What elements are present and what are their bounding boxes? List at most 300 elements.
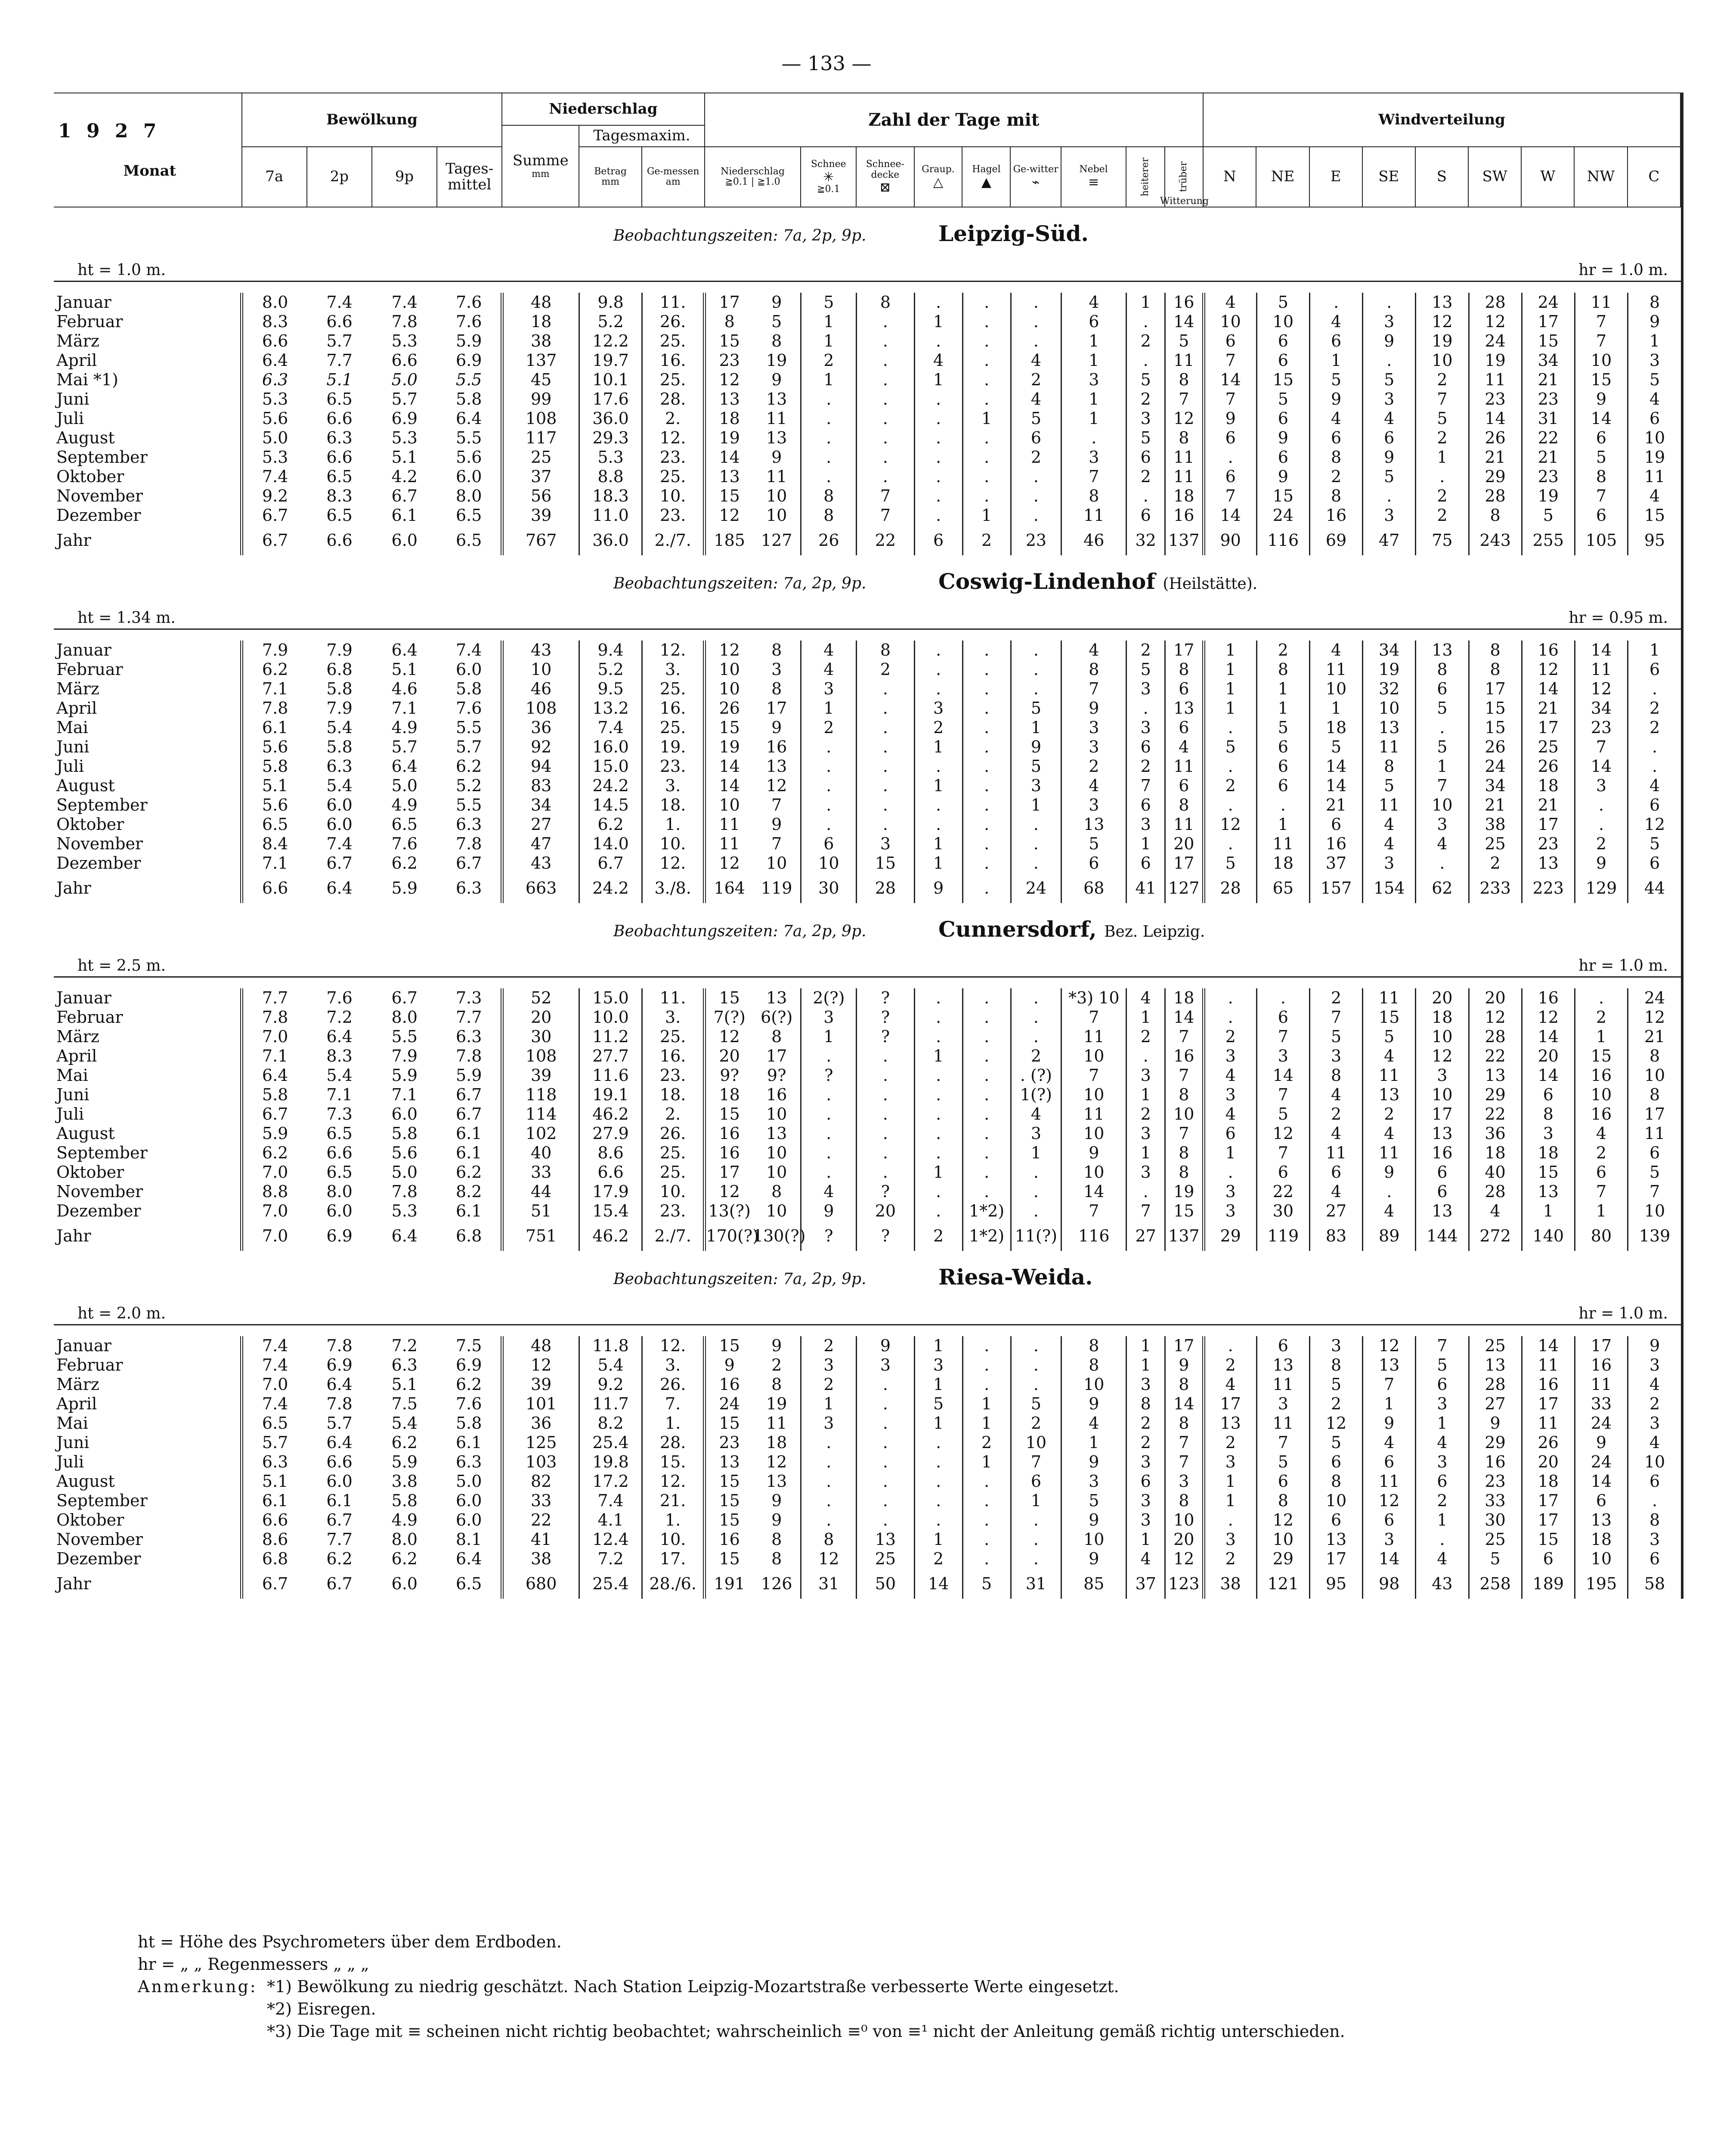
table-cell: 34	[1363, 641, 1416, 660]
table-cell: 5	[914, 1394, 962, 1414]
table-cell: 62	[1416, 873, 1469, 903]
table-cell: 10.	[642, 1182, 705, 1201]
table-cell: 16	[1522, 1375, 1575, 1394]
table-cell: 5.9	[391, 1066, 418, 1085]
table-cell: 1	[1126, 1008, 1165, 1027]
col-wind-ne: NE	[1256, 147, 1309, 207]
table-cell: 13	[1469, 1066, 1522, 1085]
table-cell: .	[857, 409, 914, 428]
month-label: Oktober	[56, 1510, 124, 1529]
table-cell: .	[1204, 1336, 1256, 1356]
table-cell: 25.	[642, 467, 705, 486]
table-cell: .	[1363, 1182, 1416, 1201]
table-cell: 2	[1126, 390, 1165, 409]
table-cell: 11	[1363, 1066, 1416, 1085]
table-cell: 33	[1575, 1394, 1628, 1414]
table-cell: 46.2	[579, 1105, 642, 1124]
table-cell: 25.	[642, 1163, 705, 1182]
table-cell: 15	[705, 718, 753, 737]
nebel-label: Nebel	[1079, 164, 1108, 175]
table-cell: 7.6	[455, 699, 482, 718]
table-cell: 38	[502, 1549, 579, 1569]
table-cell: 5.5	[455, 718, 482, 737]
table-cell: 8	[1628, 1085, 1681, 1105]
table-cell: 4	[1011, 390, 1061, 409]
table-cell: 4	[1628, 1375, 1681, 1394]
table-cell: 5.4	[326, 1066, 353, 1085]
table-cell: 127	[1165, 873, 1204, 903]
table-cell: 6.9	[326, 1226, 353, 1245]
table-cell: .	[1011, 1510, 1061, 1530]
table-cell: 46	[502, 679, 579, 699]
table-cell: 3	[1061, 448, 1126, 467]
table-cell: 1	[1575, 1027, 1628, 1046]
table-cell: .	[1575, 795, 1628, 815]
table-cell: 6.3	[391, 1356, 418, 1374]
table-cell: 2	[1204, 776, 1256, 795]
table-cell: .	[962, 390, 1011, 409]
table-cell: 92	[502, 737, 579, 757]
table-cell: 8	[1469, 641, 1522, 660]
table-cell: .	[962, 1182, 1011, 1201]
table-cell: .	[1363, 486, 1416, 506]
table-cell: 14	[1469, 409, 1522, 428]
station-subtitle: Bez. Leipzig.	[1104, 923, 1205, 941]
table-cell: 44	[1628, 873, 1681, 903]
table-cell: 14	[1309, 757, 1362, 776]
table-cell: 11(?)	[1011, 1221, 1061, 1251]
table-cell: 6.6	[326, 1143, 353, 1162]
table-cell: .	[962, 699, 1011, 718]
table-cell: 15.	[642, 1452, 705, 1472]
month-row	[54, 1046, 1681, 1066]
table-cell: 7.6	[391, 834, 418, 853]
table-cell: 2	[1628, 718, 1681, 737]
table-cell: 11	[766, 467, 787, 486]
table-cell: 16	[705, 1124, 753, 1143]
table-cell: .	[1363, 293, 1416, 312]
table-cell: 11	[1363, 988, 1416, 1008]
table-cell: 8	[705, 312, 753, 331]
table-cell: .	[1011, 331, 1061, 351]
table-cell: 6.1	[455, 1201, 482, 1220]
table-cell: 3	[1126, 679, 1165, 699]
table-cell: 6.3	[455, 815, 482, 834]
table-cell: 17.2	[579, 1472, 642, 1491]
beobachtungszeiten: Beobachtungszeiten: 7a, 2p, 9p.	[613, 575, 866, 592]
table-cell: .	[857, 1472, 914, 1491]
table-cell: 3	[914, 699, 962, 718]
table-cell: 36.0	[579, 409, 642, 428]
station-data-table	[54, 293, 1681, 555]
table-cell: 7.2	[579, 1549, 642, 1569]
table-cell: 1	[914, 370, 962, 390]
table-cell: 8	[1309, 486, 1362, 506]
table-cell: .	[857, 448, 914, 467]
table-cell: 23	[1469, 390, 1522, 409]
table-cell: 28	[1469, 1027, 1522, 1046]
table-cell: 12	[1165, 1549, 1204, 1569]
table-cell: 105	[1575, 525, 1628, 555]
table-cell: .	[962, 776, 1011, 795]
zahl-der-tage-header: Zahl der Tage mit	[705, 93, 1204, 147]
table-cell: 6	[1204, 467, 1256, 486]
table-cell: 27	[1469, 1394, 1522, 1414]
table-cell: 9	[771, 1336, 782, 1355]
table-cell: 7	[1363, 1375, 1416, 1394]
table-cell: 18	[1522, 1143, 1575, 1163]
table-cell: 7	[1165, 1433, 1204, 1452]
table-cell: 4	[1061, 776, 1126, 795]
table-cell: 34	[1469, 776, 1522, 795]
table-cell: .	[1416, 1530, 1469, 1549]
table-cell: 11	[1165, 467, 1204, 486]
table-cell: 2	[801, 1336, 857, 1356]
table-cell: 7.1	[326, 1085, 353, 1104]
table-cell: .	[1011, 1375, 1061, 1394]
month-label: Februar	[56, 1008, 123, 1027]
table-cell: 4	[1363, 409, 1416, 428]
station-title	[938, 569, 1257, 594]
table-cell: 3	[1126, 1066, 1165, 1085]
table-cell: 13	[1522, 854, 1575, 873]
table-cell: 11	[1256, 1414, 1309, 1433]
table-cell: 6.1	[455, 1124, 482, 1143]
table-cell: 11	[705, 815, 753, 834]
table-cell: 6.2	[579, 815, 642, 834]
table-cell: 5	[1469, 1549, 1522, 1569]
table-cell: 6.4	[455, 1549, 482, 1568]
table-cell: 46	[1061, 525, 1126, 555]
table-cell: 16	[1165, 506, 1204, 525]
table-cell: 108	[502, 409, 579, 428]
col-schneedecke	[856, 147, 914, 207]
table-cell: 10	[1363, 699, 1416, 718]
table-cell: 2	[1204, 1433, 1256, 1452]
table-cell: 7	[1204, 486, 1256, 506]
table-cell: 6.4	[326, 1433, 353, 1452]
table-cell: .	[1628, 679, 1681, 699]
month-label: April	[56, 1046, 97, 1065]
table-cell: .	[857, 370, 914, 390]
table-cell: 21	[1469, 795, 1522, 815]
table-cell: .	[962, 1008, 1011, 1027]
table-cell: 8.3	[326, 486, 353, 505]
table-cell: 17	[705, 1163, 753, 1182]
table-cell: 23	[1011, 525, 1061, 555]
table-cell: 7.4	[455, 641, 482, 659]
table-cell: 6	[1575, 428, 1628, 448]
table-cell: 7.8	[326, 1336, 353, 1355]
table-cell: 5	[1256, 1105, 1309, 1124]
table-cell: 9	[771, 1510, 782, 1529]
table-cell: 8	[771, 641, 782, 659]
table-cell: .	[1011, 506, 1061, 525]
table-cell: 6.6	[579, 1163, 642, 1182]
table-cell: 9	[1204, 409, 1256, 428]
table-cell: 7	[1165, 1452, 1204, 1472]
table-cell: 8	[771, 1549, 782, 1568]
table-cell: 82	[502, 1472, 579, 1491]
table-cell: 12	[705, 370, 753, 390]
table-cell: 6.4	[242, 1066, 307, 1085]
month-row	[54, 1510, 1681, 1530]
table-cell: .	[914, 409, 962, 428]
table-cell: 17	[1165, 641, 1204, 660]
table-cell: 7	[1575, 737, 1628, 757]
table-cell: 5	[1416, 1356, 1469, 1375]
month-row	[54, 1433, 1681, 1452]
table-cell: .	[857, 1066, 914, 1085]
table-cell: .	[857, 1105, 914, 1124]
table-cell: 5.8	[242, 1085, 307, 1105]
table-cell: 6	[1204, 331, 1256, 351]
table-cell: 3	[1204, 1046, 1256, 1066]
station-name: Cunnersdorf,	[938, 916, 1097, 942]
table-cell: 17	[1522, 1394, 1575, 1414]
table-cell: 1	[1011, 795, 1061, 815]
table-cell: 16	[705, 1375, 753, 1394]
table-cell: 28	[1469, 1182, 1522, 1201]
table-cell: .	[914, 1066, 962, 1085]
table-cell: 7	[1204, 351, 1256, 370]
table-cell: 23	[705, 1433, 753, 1452]
station-section	[54, 207, 1681, 555]
table-cell: 13	[705, 390, 753, 409]
table-cell: .	[962, 757, 1011, 776]
month-row	[54, 1452, 1681, 1472]
month-label: Mai	[56, 1414, 88, 1433]
footnote-ht: ht = Höhe des Psychrometers über dem Erdboden.	[138, 1932, 562, 1951]
table-cell: 24	[705, 1394, 753, 1414]
table-cell: 6	[1309, 1452, 1362, 1472]
table-cell: 94	[502, 757, 579, 776]
table-cell: 18	[1522, 1472, 1575, 1491]
table-cell: 1	[962, 1414, 1011, 1433]
table-cell: .	[1416, 718, 1469, 737]
table-cell: 2	[1126, 467, 1165, 486]
table-cell: 6	[1575, 1491, 1628, 1510]
table-cell: 12	[1309, 1414, 1362, 1433]
table-cell: 18	[1309, 718, 1362, 737]
table-cell: 3	[1363, 1530, 1416, 1549]
table-cell: 258	[1469, 1569, 1522, 1599]
table-cell: 11.2	[579, 1027, 642, 1046]
table-cell: 21	[1522, 448, 1575, 467]
table-cell: 7.1	[391, 1085, 418, 1104]
table-cell: 5	[1256, 390, 1309, 409]
table-cell: 21	[1628, 1027, 1681, 1046]
table-cell: 2	[1061, 757, 1126, 776]
table-cell: 3.	[642, 660, 705, 679]
table-cell: .	[801, 448, 857, 467]
schneedecke-label: Schnee-decke	[866, 159, 904, 180]
table-cell: 9	[1575, 854, 1628, 873]
table-cell: 7.9	[391, 1046, 418, 1065]
table-cell: 10	[1061, 1163, 1126, 1182]
table-cell: 767	[502, 525, 579, 555]
table-cell: .	[857, 428, 914, 448]
table-cell: 5.5	[455, 795, 482, 814]
month-label: März	[56, 331, 99, 350]
table-cell: 8.0	[326, 1182, 353, 1201]
month-row	[54, 854, 1681, 873]
table-cell: 8	[1469, 506, 1522, 525]
table-cell: 20	[1416, 988, 1469, 1008]
table-cell: 15	[705, 1105, 753, 1124]
table-cell: 5.1	[391, 448, 418, 467]
table-cell: 22	[1469, 1105, 1522, 1124]
table-cell: 8	[1309, 448, 1362, 467]
table-cell: 7	[1256, 1433, 1309, 1452]
nd2: ≧1.0	[757, 176, 780, 187]
table-cell: 3	[1363, 506, 1416, 525]
table-cell: .	[1011, 1201, 1061, 1221]
table-cell: 12.	[642, 854, 705, 873]
table-cell: 12	[1165, 409, 1204, 428]
table-cell: 23.	[642, 506, 705, 525]
footnotes	[138, 1931, 1345, 2043]
table-cell: 101	[502, 1394, 579, 1414]
table-cell: 1	[1204, 1143, 1256, 1163]
table-cell: 21	[1522, 795, 1575, 815]
table-cell: 6	[1628, 854, 1681, 873]
table-cell: 10	[1575, 351, 1628, 370]
table-cell: 8	[1309, 1472, 1362, 1491]
table-cell: 13	[766, 390, 787, 409]
table-cell: 7.1	[391, 699, 418, 718]
month-row	[54, 1530, 1681, 1549]
table-cell: 6	[1126, 1472, 1165, 1491]
table-cell: 4	[1416, 1549, 1469, 1569]
table-cell: .	[1126, 1046, 1165, 1066]
table-cell: 11.7	[579, 1394, 642, 1414]
table-cell: 8	[801, 486, 857, 506]
table-cell: .	[914, 988, 962, 1008]
table-cell: 9	[771, 718, 782, 737]
table-cell: 3	[1061, 795, 1126, 815]
table-cell: .	[962, 1085, 1011, 1105]
table-cell: 9	[771, 293, 782, 312]
table-cell: 14	[1575, 409, 1628, 428]
table-cell: 8.1	[455, 1530, 482, 1549]
table-cell: 6	[1256, 331, 1309, 351]
table-cell: 5	[1363, 370, 1416, 390]
table-cell: .	[914, 428, 962, 448]
rain-gauge-height: hr = 1.0 m.	[1578, 957, 1668, 975]
table-cell: 5.7	[391, 737, 418, 756]
table-cell: 1	[801, 331, 857, 351]
table-cell: 2.	[642, 1105, 705, 1124]
table-cell: 1	[1204, 1472, 1256, 1491]
table-cell: . (?)	[1011, 1066, 1061, 1085]
table-cell: 8	[857, 641, 914, 660]
table-cell: .	[962, 1124, 1011, 1143]
table-cell: .	[1011, 1530, 1061, 1549]
table-cell: 9	[705, 1356, 753, 1375]
table-cell: 17	[766, 1046, 787, 1065]
table-cell: 10	[766, 1105, 787, 1124]
table-cell: 8	[1165, 1375, 1204, 1394]
month-row	[54, 1394, 1681, 1414]
table-cell: 8	[857, 293, 914, 312]
table-cell: 1	[1256, 815, 1309, 834]
table-cell: 7.7	[242, 988, 307, 1008]
climate-table-sheet	[54, 93, 1683, 1599]
table-cell: 5	[1061, 834, 1126, 854]
table-cell: 12	[705, 506, 753, 525]
table-cell: 9	[1165, 1356, 1204, 1375]
table-cell: 25	[1469, 834, 1522, 854]
table-cell: 16	[1416, 1143, 1469, 1163]
year-total-row	[54, 1569, 1681, 1599]
table-cell: 39	[502, 506, 579, 525]
table-cell: 3	[1363, 854, 1416, 873]
table-cell: 1	[1416, 757, 1469, 776]
table-cell: 6.0	[391, 530, 418, 550]
table-cell: .	[962, 1530, 1011, 1549]
table-cell: 40	[502, 1143, 579, 1163]
table-cell: 16	[705, 1143, 753, 1163]
table-cell: .	[1126, 1182, 1165, 1201]
table-cell: 2	[1011, 1414, 1061, 1433]
table-cell: 5	[1126, 660, 1165, 679]
table-cell: 7	[1165, 390, 1204, 409]
table-cell: 10	[1575, 1085, 1628, 1105]
table-cell: 2	[801, 351, 857, 370]
table-cell: .	[1628, 757, 1681, 776]
table-cell: 3	[1628, 1414, 1681, 1433]
table-cell: .	[1204, 988, 1256, 1008]
table-cell: 27.7	[579, 1046, 642, 1066]
table-cell: 7	[1061, 679, 1126, 699]
table-cell: .	[801, 1433, 857, 1452]
table-cell: 2	[1126, 757, 1165, 776]
table-cell: 6	[1256, 1336, 1309, 1356]
table-cell: 2	[1416, 370, 1469, 390]
table-cell: 8	[1165, 1414, 1204, 1433]
table-cell: 12	[705, 1027, 753, 1046]
table-cell: 23.	[642, 1066, 705, 1085]
table-cell: 3	[1126, 1491, 1165, 1510]
table-cell: 4	[1416, 1433, 1469, 1452]
table-cell: 9	[1061, 1394, 1126, 1414]
table-cell: 17.9	[579, 1182, 642, 1201]
table-cell: 7.9	[326, 641, 353, 659]
month-label: August	[56, 1124, 115, 1143]
table-cell: 25.	[642, 679, 705, 699]
month-label: Juni	[56, 1433, 90, 1452]
table-cell: .	[1204, 718, 1256, 737]
table-cell: 8.6	[579, 1143, 642, 1163]
month-row	[54, 293, 1681, 312]
station-heights	[54, 946, 1681, 978]
table-cell: 5	[1363, 1027, 1416, 1046]
table-cell: ?	[801, 1066, 857, 1085]
table-cell: 15	[705, 1336, 753, 1356]
month-label: August	[56, 428, 115, 447]
table-cell: 3	[1126, 718, 1165, 737]
trueber-label: trüber	[1178, 161, 1189, 192]
table-cell: 8	[1061, 486, 1126, 506]
table-cell: 114	[502, 1105, 579, 1124]
table-cell: 6.4	[242, 351, 307, 370]
table-cell: 8.2	[579, 1414, 642, 1433]
table-cell: .	[801, 1105, 857, 1124]
table-cell: 7	[1256, 1085, 1309, 1105]
table-cell: 6	[1256, 757, 1309, 776]
table-cell: 6	[1309, 815, 1362, 834]
